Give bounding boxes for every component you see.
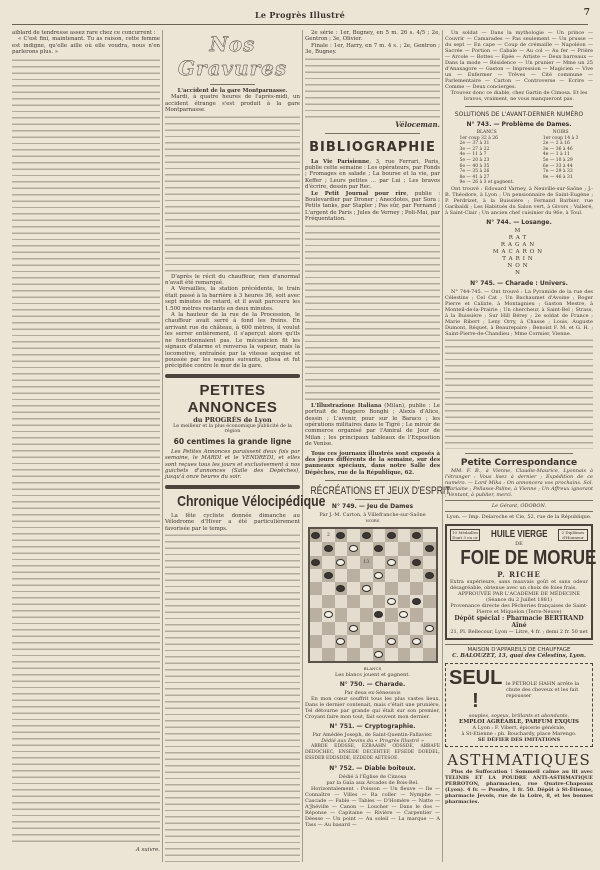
board-square bbox=[322, 595, 335, 608]
board-square bbox=[310, 622, 323, 635]
board-square bbox=[385, 542, 398, 555]
charade-number: N° 750. — Charade. bbox=[339, 681, 406, 689]
divider bbox=[465, 453, 573, 454]
board-square bbox=[398, 635, 411, 648]
ornament-rule bbox=[165, 485, 300, 489]
chronique-intro: La fête cycliste donnée dimanche au Vélodrome d'Hiver a été particulièrement favorisée par le temps. bbox=[165, 512, 300, 532]
dames-author: Par J.-M. Carton, à Villefranche-sur-Saône bbox=[319, 512, 426, 519]
board-square bbox=[310, 529, 323, 542]
gravure-para3: A la hauteur de la rue de la Procession, le chauffeur avait serré à fond les freins. En arrivant rue du château, à 600 mètres, il voulut les serrer entièrement, il s'aperçut alors qu'ils ne fonctionnaient pas. Le mécanicien fit les signaux d'alarme et renversa la vapeur, mais la locomotive, entraînée par la vitesse acquise et poussée par les wagons suivants, glissa et fut précipitée contre le mur de la gare. bbox=[165, 312, 300, 370]
black-piece bbox=[425, 572, 434, 579]
board-square bbox=[398, 569, 411, 582]
board-square bbox=[347, 595, 360, 608]
medals-badge: 10 Médailles Dont 3 en or bbox=[451, 529, 479, 540]
gravure-intro: Mardi, à quatre heures de l'après-midi, un accident étrange s'est produit à la gare Montparnasse. bbox=[165, 94, 300, 114]
board-label-noirs: NOIRS bbox=[365, 518, 380, 524]
foie-de-morue-title: FOIE DE MORUE bbox=[460, 546, 597, 569]
advert-approval-date: (Séance du 2 Juillet 1881) bbox=[486, 596, 552, 603]
move-noirs: 2e — 2 à 16 bbox=[542, 141, 570, 147]
board-square bbox=[410, 595, 423, 608]
cryptographie-number: N° 751. — Cryptographie. bbox=[329, 723, 416, 731]
white-piece bbox=[349, 625, 358, 632]
black-piece bbox=[324, 545, 333, 552]
advert-de: DE bbox=[515, 540, 523, 547]
solvers-list-continued bbox=[445, 337, 593, 449]
board-square bbox=[385, 582, 398, 595]
board-square bbox=[310, 635, 323, 648]
column-divider bbox=[442, 30, 443, 862]
board-square bbox=[385, 622, 398, 635]
board-square bbox=[310, 569, 323, 582]
chronique-velocipedique-heading: Chronique Vélocipédique bbox=[177, 492, 326, 510]
board-square bbox=[360, 595, 373, 608]
board-square bbox=[385, 556, 398, 569]
board-square bbox=[347, 608, 360, 621]
recreations-heading: RÉCRÉATIONS ET JEUX D'ESPRIT bbox=[310, 485, 451, 498]
move-blancs: 5e — 20 à 23 bbox=[459, 157, 490, 163]
gravure-subheading: L'accident de la gare Montparnasse. bbox=[177, 88, 288, 94]
asthmatiques-text: Plus de Suffocation ! Sommeil calme au lit avec TELINIS ET LA POUDRE ANTI-ASTHMATIQUE PERROTON, pharmacien, rue Quatre-Chapeaux (Lyon). 4 fr. — Poudre, 1 fr. 50. Dépôt à St-Étienne, pharmacie Jevols, rue de la Loire, 8, et les bonnes pharmacies. bbox=[445, 768, 593, 805]
board-square bbox=[310, 556, 323, 569]
board-square bbox=[347, 582, 360, 595]
diable-author: par la Gaïa aux Arcades de Bois-Bel. bbox=[326, 780, 419, 787]
board-square bbox=[373, 556, 386, 569]
seul-line2: souples, soyeux, brillants et abondants. bbox=[468, 712, 570, 719]
asthmatiques-title: ASTHMATIQUES bbox=[447, 750, 591, 769]
losange-title: N° 744. — Losange. bbox=[486, 218, 552, 226]
moves-blancs-label: BLANCS bbox=[476, 130, 497, 135]
advert-origin: Provenance directe des Pêcheries françaises de Saint-Pierre et Miquelon (Terre-Neuve) bbox=[450, 602, 588, 615]
foie-de-morue-advert bbox=[445, 524, 597, 640]
board-square bbox=[410, 582, 423, 595]
board-square bbox=[410, 622, 423, 635]
race-results-finale: Finale : 1er, Harry, en 7 m. 4 s. ; 2e, Gentron ; 3e, Bugney. bbox=[305, 42, 440, 56]
board-square bbox=[335, 635, 348, 648]
board-square bbox=[398, 542, 411, 555]
board-square bbox=[322, 582, 335, 595]
board-square bbox=[398, 648, 411, 661]
checkerboard bbox=[308, 527, 438, 663]
move-noirs: 8e — 46 à 31 bbox=[542, 174, 573, 180]
cryptographie-text: ABBDE EDDSSE, EZBAAHN ODSSDE, ABBAFE DEDOCHEC, ENSEDE DECEHTEF, EFSEDE DOEDEL, ESSDEB EDDSDDE, EZDEDE AETESOE. bbox=[305, 744, 440, 762]
charade-solution: N° 745. — Charade : Univers. bbox=[470, 279, 568, 287]
board-square bbox=[310, 648, 323, 661]
chauffage-line1: MAISON D'APPAREILS DE CHAUFFAGE bbox=[467, 646, 571, 653]
black-piece bbox=[336, 532, 345, 539]
diplomas-badge: 2 Diplômes d'Honneur bbox=[558, 529, 588, 541]
divider bbox=[325, 480, 420, 481]
board-square bbox=[398, 595, 411, 608]
cryptographie-author: Par Amédée Joseph, de Saint-Quentin-Fallavier. bbox=[312, 732, 433, 739]
white-piece bbox=[387, 638, 396, 645]
bib-journal-text: (Milan), publie : Le portrait de Ruggero Bonghi ; Alexis d'Alice, dessin ; L'avenir, pour sur le Baraco ; les opérations militaires dans le Tigré ; Le miroir de commerce organisé par l'Amiral de Jour de Milan ; les principaux tableaux de l'Exposition de Venise. bbox=[305, 402, 440, 448]
black-piece bbox=[374, 545, 383, 552]
white-piece bbox=[399, 611, 408, 618]
black-piece bbox=[362, 532, 371, 539]
bib-journal-name: L'Illustrazione Italiana bbox=[311, 402, 382, 409]
board-square bbox=[322, 556, 335, 569]
dames-problem-number: N° 749. — Jeu de Dames bbox=[331, 503, 414, 511]
divider bbox=[445, 644, 593, 645]
move-noirs: 4e — 1 à 11 bbox=[542, 152, 570, 158]
board-square bbox=[335, 622, 348, 635]
board-square bbox=[423, 582, 436, 595]
black-piece bbox=[336, 585, 345, 592]
advert-depot: Dépôt spécial : Pharmacie BERTRAND Aîné bbox=[454, 614, 584, 629]
divider bbox=[210, 84, 255, 85]
chronique-body-text bbox=[165, 532, 300, 862]
serial-to-be-continued: A suivre. bbox=[135, 846, 160, 853]
board-square bbox=[398, 556, 411, 569]
move-noirs: 5e — 10 à 29 bbox=[542, 157, 573, 163]
page-number: 7 bbox=[583, 8, 590, 18]
board-square bbox=[335, 595, 348, 608]
board-square bbox=[398, 608, 411, 621]
exhibition-notice: Tous ces journaux illustrés sont exposés à des jours différents de la semaine, sur des panneaux spéciaux, dans notre Salle des Dépêches, rue de la République, 62. bbox=[305, 450, 440, 476]
divider bbox=[445, 511, 593, 512]
board-square bbox=[335, 529, 348, 542]
board-square bbox=[335, 569, 348, 582]
divider bbox=[355, 499, 390, 500]
race-results-serie: 2e série : 1er, Bugney, en 5 m. 26 s. 4/5 ; 2e, Gentron ; 3e, Olivier. bbox=[305, 30, 440, 43]
board-square bbox=[385, 635, 398, 648]
board-square bbox=[423, 622, 436, 635]
moves-noirs-label: NOIRS bbox=[552, 130, 569, 135]
board-square bbox=[310, 608, 323, 621]
board-square bbox=[360, 648, 373, 661]
losange-row: TARIN bbox=[502, 255, 536, 262]
move-blancs: 8e — 41 à 27 bbox=[459, 174, 490, 180]
black-piece bbox=[324, 572, 333, 579]
page-header bbox=[0, 0, 600, 26]
board-square bbox=[335, 582, 348, 595]
board-square bbox=[373, 529, 386, 542]
board-square bbox=[347, 622, 360, 635]
black-piece bbox=[311, 559, 320, 566]
board-square bbox=[322, 569, 335, 582]
board-square bbox=[322, 635, 335, 648]
board-square bbox=[310, 582, 323, 595]
divider bbox=[325, 133, 420, 134]
column-1-serial bbox=[12, 30, 160, 866]
ornament-rule bbox=[165, 374, 300, 378]
board-square bbox=[347, 542, 360, 555]
solutions-heading: SOLUTIONS DE L'AVANT-DERNIER NUMÉRO bbox=[454, 111, 584, 118]
diable-dedication: Dédié à l'Église de Cimosa bbox=[338, 774, 407, 781]
move-blancs: 1er coup 32 à 26 bbox=[459, 135, 498, 141]
white-piece bbox=[374, 572, 383, 579]
board-square bbox=[423, 635, 436, 648]
board-square bbox=[423, 542, 436, 555]
board-square bbox=[410, 529, 423, 542]
white-piece bbox=[349, 545, 358, 552]
serial-body-text bbox=[12, 57, 160, 847]
seul-line5: à St-Etienne : ph. Bouchardy, place Marengo. bbox=[461, 730, 577, 737]
move-blancs: 9e — 26 à 3 et gagnent. bbox=[459, 180, 514, 186]
board-square bbox=[373, 569, 386, 582]
board-square bbox=[360, 622, 373, 635]
black-piece bbox=[374, 611, 383, 618]
gravure-para1: D'après le récit du chauffeur, rien d'anormal n'avait été remarqué. bbox=[165, 273, 300, 287]
white-piece bbox=[336, 559, 345, 566]
bibliographie-body-text bbox=[305, 223, 440, 403]
board-square bbox=[310, 542, 323, 555]
correspondance-text: MM. F. B., à Vienne, Claudie-Maurice, Lyonnais à l'étranger : Vous lisez à dernier ; Expédition de ce numéro. — Lord Mika : On annoncera vos prochains. Sol. Mariaine ; Pellasse-Paline, à Vienne ; Un Affreux ignorant ; Ventant, à publier, merci. bbox=[445, 467, 593, 498]
board-square bbox=[335, 542, 348, 555]
board-square bbox=[347, 648, 360, 661]
board-square bbox=[423, 608, 436, 621]
board-square bbox=[360, 635, 373, 648]
losange-row: MACARON bbox=[492, 248, 546, 255]
gerant-line: Le Gérant, ODOBON. bbox=[491, 502, 547, 509]
divider bbox=[445, 500, 593, 501]
petites-annonces-price: 60 centimes la grande ligne bbox=[173, 436, 292, 446]
losange-row: M bbox=[514, 227, 524, 234]
bib-journal-text: , publie : Boulevardier par Droner ; Anecdotes, par Sora ; Petits tanks, par Stapler ; Pas sûr, par Fernand ; L'argent de Paris ; Jules de Verney ; Poli-Mai, par Fréquentation. bbox=[305, 190, 441, 223]
board-square bbox=[347, 635, 360, 648]
board-square bbox=[335, 608, 348, 621]
losange-row: RAGAN bbox=[500, 241, 538, 248]
black-piece bbox=[311, 532, 320, 539]
move-blancs: 6e — 40 à 35 bbox=[459, 163, 490, 169]
column-3 bbox=[305, 30, 451, 866]
dames-solvers: Ont trouvé : Edouard Varney, à Neuville-sur-Saône ; J.-B. Théodore, à Lyon ; Un pensionnaire de Saint-Eugène ; P. Perdrizet, à la Buissière ; Fernand Barbier, rue Garibaldi ; Les Habitués du Salon vert, à Givors ; Valleré, à Saint-Clair ; Un ancien chef cuisinier du 96e, à Toul. bbox=[445, 185, 593, 216]
charade-text: En mon cœur souffrit tous les plus vastes lieux, Dans le dernier contenait, mais c'était une prunière, Tel détourne par grande qui était sur son premier, Croyant faire mon tout, fait souvent mon dernier. bbox=[305, 696, 440, 721]
petrole-hahn-advert bbox=[445, 663, 593, 747]
board-square bbox=[322, 622, 335, 635]
board-square bbox=[347, 529, 360, 542]
nos-gravures-heading: Nos Gravures bbox=[177, 32, 288, 80]
divider bbox=[465, 106, 573, 107]
board-square bbox=[423, 648, 436, 661]
solvers-list: N° 744-745. — Ont trouvé : La Pyramide de la rue des Célestins ; Cel Cat ; Un Bachaumet d'Avoine ; Roger Pierre et Calixte, à Montagnieu ; Gaston Mestre, à Monteil-de-la-Prairie ; Un chercheur, à Saint-Bel ; Strass, à la Buissière ; Sur Hill Bérey ; 2e soldat de France ; Marie Ribert ; Leny Orry, à Chasse ; Louis, Auguste Dumont, Réquet, à Beaurepaire ; Benoist F. M. et G. H. ; Saint-Pierre-de-Chandieu ; Mme Cormier, Vienne. bbox=[445, 288, 593, 337]
serial-opening: aiblard de tendresse assez rare chez ce concurrent : bbox=[12, 30, 156, 36]
move-blancs: 3e — 27 à 22 bbox=[459, 146, 490, 152]
board-square bbox=[360, 608, 373, 621]
white-piece bbox=[374, 651, 383, 658]
seul-title: SEUL ! bbox=[449, 666, 503, 712]
board-square bbox=[410, 569, 423, 582]
dames-solution-moves bbox=[445, 130, 593, 186]
petites-annonces-body: Les Petites Annonces paraissent deux fois par semaine, le MARDI et le VENDREDI, et elles sont reçues tous les jours et exclusivement à nos guichets d'annonces (Salle des Dépêches), jusqu'à onze heures du soir. bbox=[165, 448, 300, 481]
black-piece bbox=[412, 532, 421, 539]
board-square bbox=[373, 635, 386, 648]
board-square bbox=[360, 569, 373, 582]
board-square bbox=[347, 556, 360, 569]
imprimerie-line: Lyon. — Imp. Delaroche et Cie, 52, rue de la République. bbox=[446, 513, 592, 520]
column-4 bbox=[445, 30, 597, 866]
board-caption: Les blancs jouent et gagnent. bbox=[335, 672, 410, 679]
advert-address: 21, Pl. Bellecour, Lyon — Litre, 4 fr. ; demi 2 fr. 50 net bbox=[450, 628, 588, 635]
board-square bbox=[423, 569, 436, 582]
board-square bbox=[385, 529, 398, 542]
board-square bbox=[373, 582, 386, 595]
signature: Véloceman. bbox=[395, 119, 440, 129]
diable-boiteux-number: N° 752. — Diable boiteux. bbox=[329, 765, 416, 773]
column-divider bbox=[162, 30, 163, 862]
board-square bbox=[423, 595, 436, 608]
gravure-body-text bbox=[165, 114, 300, 274]
board-square bbox=[373, 595, 386, 608]
petites-annonces-title: PETITES ANNONCES bbox=[187, 381, 278, 416]
advert-approval: APPROUVÉE PAR L'ACADÉMIE DE MÉDECINE bbox=[457, 590, 581, 597]
diable-text: Horizontalement : Poisson — Un fleuve — Ile — Connaître — Villes — Ra coller — Nymphe — Cascade — Fable — Tables — D'Homère — Natte — A'Jhéville — Canon — Loucher — Dans le dos — Réponse — Capitaine — Rivière — Carpentier — Déesse — Un point — Au soleil — La marque — A Tass — Au hasard — bbox=[305, 786, 440, 829]
black-piece bbox=[412, 559, 421, 566]
losange-grid bbox=[445, 228, 593, 277]
board-square: 13 bbox=[360, 556, 373, 569]
white-piece bbox=[336, 638, 345, 645]
board-square bbox=[423, 556, 436, 569]
move-blancs: 4e — 11 à 7 bbox=[459, 152, 487, 158]
white-piece bbox=[412, 638, 421, 645]
charade-author: Par deux ex-Sénessois bbox=[344, 690, 401, 697]
white-piece bbox=[425, 625, 434, 632]
board-square bbox=[335, 648, 348, 661]
white-piece bbox=[387, 559, 396, 566]
seul-line3: EMPLOI AGRÉABLE, PARFUM EXQUIS bbox=[459, 718, 579, 725]
board-square bbox=[322, 608, 335, 621]
board-square bbox=[398, 622, 411, 635]
board-square bbox=[373, 542, 386, 555]
board-square bbox=[347, 569, 360, 582]
chauffage-line2: C. BALOUZET, 13, quai des Célestins, Lyon. bbox=[452, 652, 586, 659]
serial-quote: « C'est fini, maintenant. Tu as raison, cette femme est indigne, qu'elle aille où elle voudra, nous n'en parlerons plus. » bbox=[12, 36, 160, 56]
board-square bbox=[410, 556, 423, 569]
diable-words: Un soldat — Dans la mythologie — Un prince — Couvrir — Camarades — Pas seulement — Un prusse — du sept — En cape — Coup de crémaille — Napoléon — Sacrée — Portion — Cabale — Au col — Au fer — Prière — Arcole — Bottes — Epée — Artiste — Deux barreaux — Dans la mode — Résidence — Un prunier — Mme un 25 d'Anaxagore — Gaston — Impression — Magicien — Vive un — Enfermer — Trêves — Cité commune — Parlementaire — Carton — Controverse — Ecrire — Comme — Deux concierges. bbox=[445, 30, 593, 90]
losange-row: N bbox=[515, 269, 523, 276]
seul-line6: SE DÉFIER DES IMITATIONS bbox=[477, 736, 561, 743]
move-noirs: 1er coup 14 à 3 bbox=[542, 135, 579, 141]
board-square bbox=[410, 608, 423, 621]
board-square bbox=[423, 529, 436, 542]
board-square bbox=[398, 529, 411, 542]
board-square bbox=[322, 542, 335, 555]
white-piece bbox=[324, 611, 333, 618]
dames-solution-title: N° 743. — Problème de Dames. bbox=[466, 121, 572, 128]
losange-row: RAT bbox=[508, 234, 530, 241]
seul-side-text: le PÉTROLE HAHN arrête la chute des cheveux et les fait repousser bbox=[505, 680, 580, 699]
petites-annonces-box bbox=[165, 382, 300, 481]
seul-line4: A Lyon : F. Vibert, épicerie générale, bbox=[472, 724, 566, 731]
petite-correspondance-heading: Petite Correspondance bbox=[460, 457, 578, 468]
losange-row: NON bbox=[507, 262, 531, 269]
move-blancs: 2e — 37 à 31 bbox=[459, 141, 490, 147]
gravure-para2: A Versailles, la station précédente, le train était passé à la barrière à 3 heures 36, soit avec sept minutes de retard, et il avait parcouru les 1.500 mètres restants en deux minutes. bbox=[165, 286, 300, 312]
petites-annonces-subtitle: du PROGRÈS de Lyon bbox=[193, 415, 272, 424]
board-square bbox=[310, 595, 323, 608]
newspaper-title: Le Progrès Illustré bbox=[254, 10, 346, 20]
bib-journal-name: La Vie Parisienne bbox=[311, 158, 370, 165]
board-square bbox=[335, 556, 348, 569]
black-piece bbox=[425, 545, 434, 552]
black-piece bbox=[412, 598, 421, 605]
board-square bbox=[385, 608, 398, 621]
bibliographie-heading: BIBLIOGRAPHIE bbox=[309, 139, 436, 155]
petites-annonces-tagline: Le meilleur et la plus économique publicité de la région bbox=[173, 423, 292, 434]
board-square bbox=[360, 542, 373, 555]
board-square bbox=[398, 582, 411, 595]
advert-description: Extra supérieure, sans mauvais goût et sans odeur désagréable, obtenue avec un choix de foies frais. bbox=[450, 578, 588, 591]
board-label-blancs: BLANCS bbox=[363, 666, 382, 672]
board-square bbox=[322, 648, 335, 661]
column-2 bbox=[165, 30, 326, 866]
move-noirs: 6e — 33 à 44 bbox=[542, 163, 573, 169]
board-square bbox=[373, 648, 386, 661]
board-square bbox=[373, 608, 386, 621]
move-noirs: 3e — 36 à 46 bbox=[542, 146, 573, 152]
board-square bbox=[385, 648, 398, 661]
bib-journal-text: , 3, rue Ferrari, Paris, publie cette semaine : Les opérateurs, par Fonds ; Fromages en salade ; La bourse et la vie, par Keffer ; Leurs petites ... par Lui ; Les bravos d'écrire, dessin par Rec. bbox=[305, 158, 440, 191]
white-piece bbox=[387, 598, 396, 605]
board-square: 2 bbox=[322, 529, 335, 542]
advert-brand: P. RICHE bbox=[497, 569, 541, 579]
black-piece bbox=[387, 532, 396, 539]
cryptographie-dedication: Dédié aux Devins du « Progrès Illustré » bbox=[321, 738, 424, 745]
board-square bbox=[410, 635, 423, 648]
race-results-text bbox=[305, 56, 440, 120]
white-piece bbox=[362, 585, 371, 592]
board-square bbox=[385, 595, 398, 608]
board-square bbox=[373, 622, 386, 635]
board-square bbox=[410, 648, 423, 661]
advert-line1: HUILE VIERGE bbox=[490, 529, 548, 541]
board-square bbox=[410, 542, 423, 555]
move-noirs: 7e — 29 à 33 bbox=[542, 169, 573, 175]
diable-closing: Trouvez donc ce diable, chez Gartin de Cimosa. Et les bravos, vraiment, ne vous manqueront pas. bbox=[450, 90, 588, 102]
board-square bbox=[360, 529, 373, 542]
header-rule bbox=[12, 24, 588, 25]
board-square bbox=[385, 569, 398, 582]
board-square bbox=[360, 582, 373, 595]
column-divider bbox=[302, 30, 303, 862]
bib-journal-name: Le Petit Journal pour rire bbox=[311, 190, 407, 197]
move-blancs: 7e — 35 à 26 bbox=[459, 169, 490, 175]
